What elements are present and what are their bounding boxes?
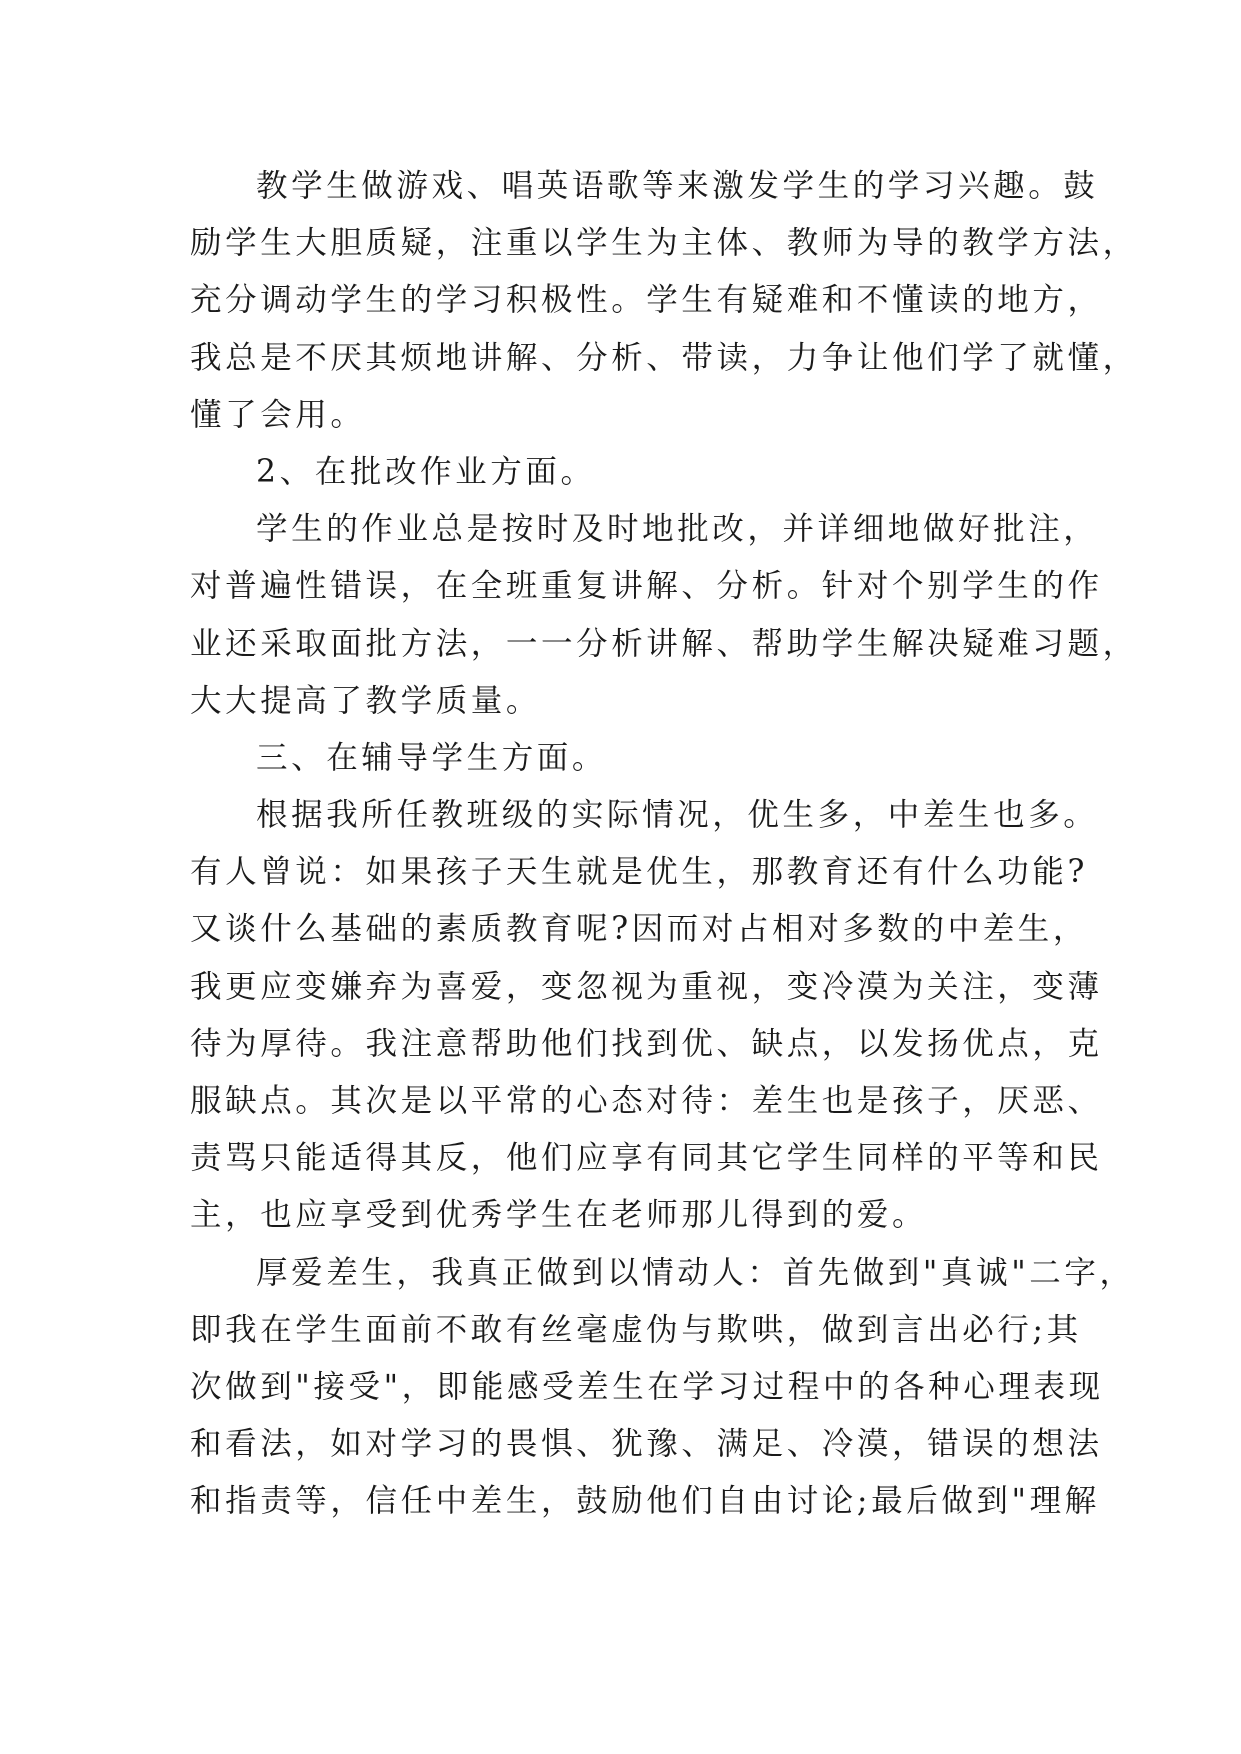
text-line: 业还采取面批方法，一一分析讲解、帮助学生解决疑难习题， bbox=[190, 625, 1138, 662]
text-line: 教学生做游戏、唱英语歌等来激发学生的学习兴趣。鼓 bbox=[256, 168, 1099, 204]
text-line: 充分调动学生的学习积极性。学生有疑难和不懂读的地方， bbox=[190, 282, 1103, 319]
text-line: 有人曾说：如果孩子天生就是优生，那教育还有什么功能? bbox=[190, 854, 1088, 891]
text-line: 大大提高了教学质量。 bbox=[190, 682, 542, 719]
text-line: 学生的作业总是按时及时地批改，并详细地做好批注， bbox=[256, 511, 1099, 548]
text-line: 我更应变嫌弃为喜爱，变忽视为重视，变冷漠为关注，变薄 bbox=[190, 968, 1103, 1005]
section-heading: 三、在辅导学生方面。 bbox=[256, 739, 608, 776]
text-line: 即我在学生面前不敢有丝毫虚伪与欺哄，做到言出必行;其 bbox=[190, 1311, 1082, 1348]
text-line: 励学生大胆质疑，注重以学生为主体、教师为导的教学方法， bbox=[190, 225, 1138, 262]
text-line: 主，也应享受到优秀学生在老师那儿得到的爱。 bbox=[190, 1197, 928, 1234]
text-line: 和看法，如对学习的畏惧、犹豫、满足、冷漠，错误的想法 bbox=[190, 1426, 1103, 1463]
text-line: 待为厚待。我注意帮助他们找到优、缺点，以发扬优点，克 bbox=[190, 1025, 1103, 1062]
text-line: 我总是不厌其烦地讲解、分析、带读，力争让他们学了就懂， bbox=[190, 339, 1138, 376]
document-body bbox=[190, 158, 1138, 1531]
text-line: 又谈什么基础的素质教育呢?因而对占相对多数的中差生， bbox=[190, 911, 1088, 948]
text-line: 次做到"接受"，即能感受差生在学习过程中的各种心理表现 bbox=[190, 1368, 1104, 1405]
text-line: 对普遍性错误，在全班重复讲解、分析。针对个别学生的作 bbox=[190, 568, 1103, 605]
text-line: 根据我所任教班级的实际情况，优生多，中差生也多。 bbox=[256, 797, 1099, 834]
section-heading: 2、在批改作业方面。 bbox=[256, 453, 596, 490]
text-line: 懂了会用。 bbox=[190, 396, 366, 433]
text-line: 服缺点。其次是以平常的心态对待：差生也是孩子，厌恶、 bbox=[190, 1083, 1103, 1119]
text-line: 责骂只能适得其反，他们应享有同其它学生同样的平等和民 bbox=[190, 1140, 1103, 1177]
text-line: 和指责等，信任中差生，鼓励他们自由讨论;最后做到"理解 bbox=[190, 1483, 1100, 1520]
text-line: 厚爱差生，我真正做到以情动人：首先做到"真诚"二字， bbox=[256, 1254, 1135, 1291]
